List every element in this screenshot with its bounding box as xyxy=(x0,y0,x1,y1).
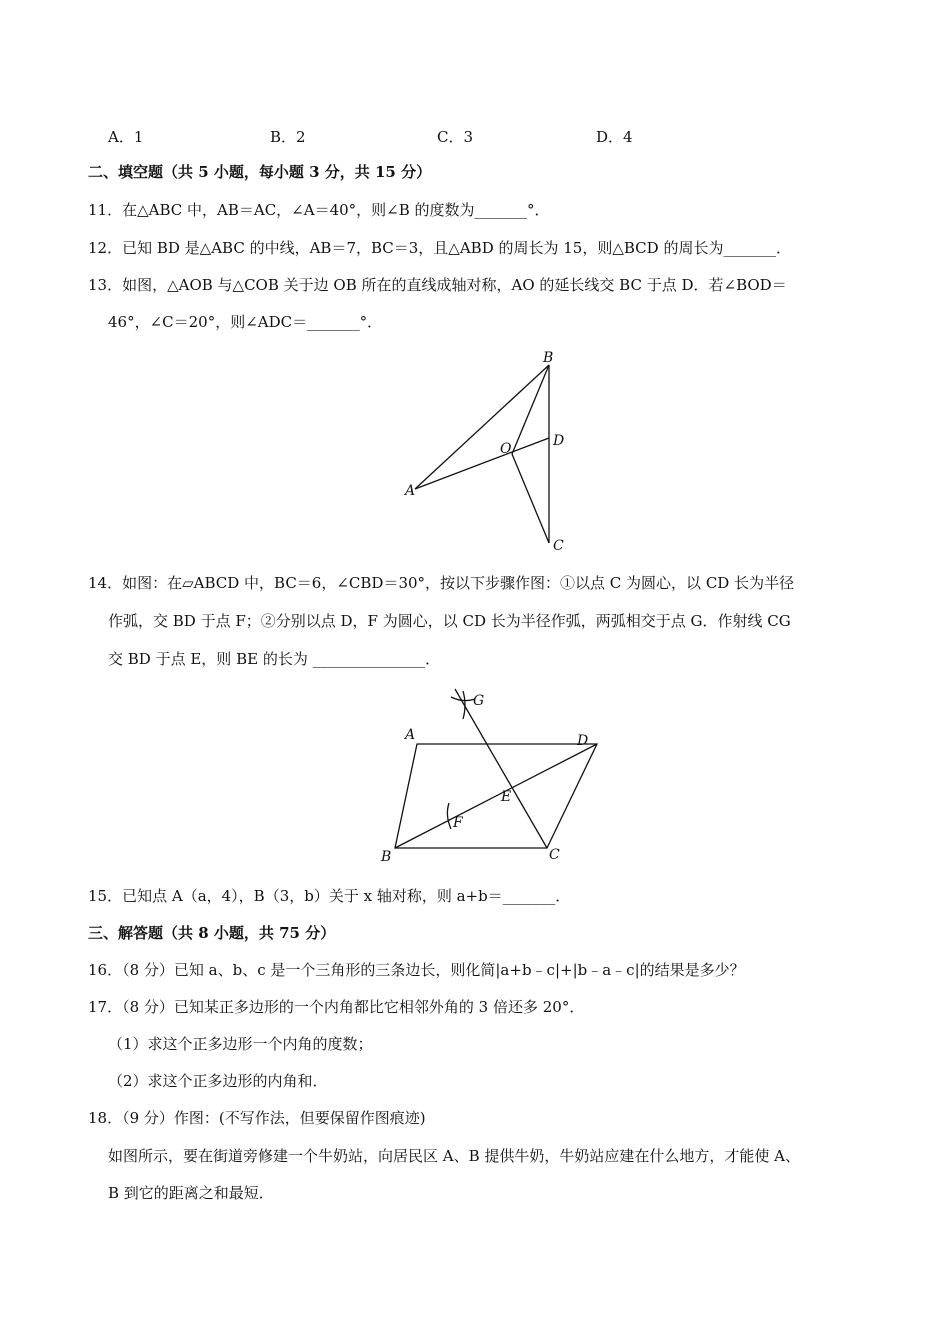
label-c: C xyxy=(553,538,564,554)
question-18: 18．（9 分）作图：(不写作法，但要保留作图痕迹) xyxy=(88,1109,426,1127)
label-e: E xyxy=(501,789,512,805)
question-13-line2: 46°，∠C＝20°，则∠ADC＝_______°． xyxy=(108,313,383,331)
label-f: F xyxy=(453,815,463,831)
option-d: D．4 xyxy=(596,128,633,146)
option-a: A．1 xyxy=(108,128,144,146)
question-12: 12．已知 BD 是△ABC 的中线，AB＝7，BC＝3，且△ABD 的周长为 15，则△BCD 的周长为_______． xyxy=(88,239,791,257)
label-g: G xyxy=(473,693,485,709)
ray-cg xyxy=(455,689,547,848)
question-18-line3: B 到它的距离之和最短． xyxy=(108,1184,274,1202)
section2-title: 二、填空题（共 5 小题，每小题 3 分，共 15 分） xyxy=(88,163,432,181)
figure-13 xyxy=(395,345,585,555)
option-b: B．2 xyxy=(270,128,306,146)
section3-title: 三、解答题（共 8 小题，共 75 分） xyxy=(88,924,336,942)
label-d: D xyxy=(577,733,589,749)
label-b: B xyxy=(543,350,554,366)
question-11: 11．在△ABC 中，AB＝AC，∠A＝40°，则∠B 的度数为_______°． xyxy=(88,201,550,219)
question-16: 16．（8 分）已知 a、b、c 是一个三角形的三条边长，则化简|a+b﹣c|+|b﹣a﹣c|的结果是多少？ xyxy=(88,961,745,979)
arc-f xyxy=(447,803,451,829)
figure-14 xyxy=(375,685,605,865)
question-17-part1: （1）求这个正多边形一个内角的度数； xyxy=(108,1035,373,1053)
label-b: B xyxy=(381,849,392,865)
question-13-line1: 13．如图，△AOB 与△COB 关于边 OB 所在的直线成轴对称，AO 的延长线交 BC 于点 D．若∠BOD＝ xyxy=(88,276,787,294)
question-18-line2: 如图所示，要在街道旁修建一个牛奶站，向居民区 A、B 提供牛奶，牛奶站应建在什么地方，才能使 A、 xyxy=(108,1147,800,1165)
option-c: C．3 xyxy=(437,128,474,146)
segment-ab xyxy=(415,365,549,489)
segment-ad xyxy=(415,438,549,489)
question-17-part2: （2）求这个正多边形的内角和． xyxy=(108,1072,328,1090)
arc-g-1 xyxy=(451,697,475,701)
question-14-line2: 作弧，交 BD 于点 F；②分别以点 D，F 为圆心，以 CD 长为半径作弧，两弧相交于点 G．作射线 CG xyxy=(108,612,791,630)
label-c: C xyxy=(549,847,560,863)
label-a: A xyxy=(405,727,416,743)
question-14-line1: 14．如图：在▱ABCD 中，BC＝6，∠CBD＝30°，按以下步骤作图：①以点 C 为圆心，以 CD 长为半径 xyxy=(88,574,795,592)
label-a: A xyxy=(405,483,416,499)
question-17: 17．（8 分）已知某正多边形的一个内角都比它相邻外角的 3 倍还多 20°． xyxy=(88,998,585,1016)
question-15: 15．已知点 A（a，4），B（3，b）关于 x 轴对称，则 a+b＝_______． xyxy=(88,887,571,905)
label-o: O xyxy=(500,441,512,457)
segment-oc xyxy=(512,454,549,543)
question-14-line3: 交 BD 于点 E，则 BE 的长为 _______________． xyxy=(108,650,441,668)
label-d: D xyxy=(553,433,565,449)
